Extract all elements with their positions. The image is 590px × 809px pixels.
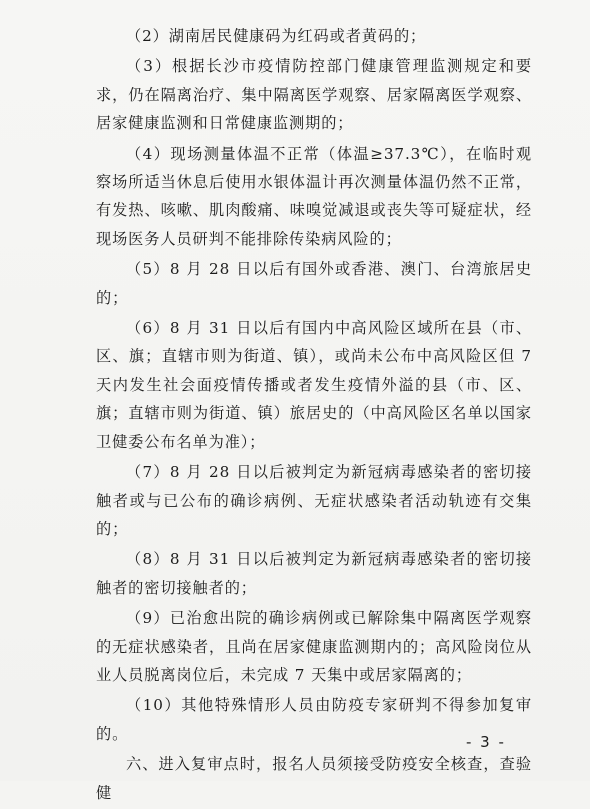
paragraph-item-5: （5）8 月 28 日以后有国外或香港、澳门、台湾旅居史的； (96, 260, 532, 307)
paragraph-item-7: （7）8 月 28 日以后被判定为新冠病毒感染者的密切接触者或与已公布的确诊病例、无症状感染者活动轨迹有交集的； (96, 463, 532, 538)
page-number: - 3 - (466, 733, 506, 751)
paragraph-item-8: （8）8 月 31 日以后被判定为新冠病毒感染者的密切接触者的密切接触者的； (96, 550, 532, 597)
paragraph-item-4: （4）现场测量体温不正常（体温≥37.3℃），在临时观察场所适当休息后使用水银体温计再次测量体温仍然不正常，有发热、咳嗽、肌肉酸痛、味嗅觉减退或丧失等可疑症状，经现场医务人员研判不能排除传染病风险的； (96, 144, 532, 248)
paragraph-item-6: （6）8 月 31 日以后有国内中高风险区域所在县（市、区、旗；直辖市则为街道、镇），或尚未公布中高风险区但 7 天内发生社会面疫情传播或者发生疫情外溢的县（市、区、旗；直辖市则为街道、镇）旅居史的（中高风险区名单以国家卫健委公布名单为准）； (96, 319, 532, 451)
paragraph-item-9: （9）已治愈出院的确诊病例或已解除集中隔离医学观察的无症状感染者，且尚在居家健康监测期内的；高风险岗位从业人员脱离岗位后，未完成 7 天集中或居家隔离的； (96, 609, 532, 684)
section-six-paragraph: 六、进入复审点时，报名人员须接受防疫安全核查，查验健 (96, 755, 532, 802)
document-body (96, 22, 532, 809)
paragraph-item-2: （2）湖南居民健康码为红码或者黄码的； (126, 27, 427, 45)
paragraph-item-10: （10）其他特殊情形人员由防疫专家研判不得参加复审的。 (96, 696, 532, 743)
paragraph-item-3: （3）根据长沙市疫情防控部门健康管理监测规定和要求，仍在隔离治疗、集中隔离医学观察、居家隔离医学观察、居家健康监测和日常健康监测期的； (96, 57, 532, 133)
